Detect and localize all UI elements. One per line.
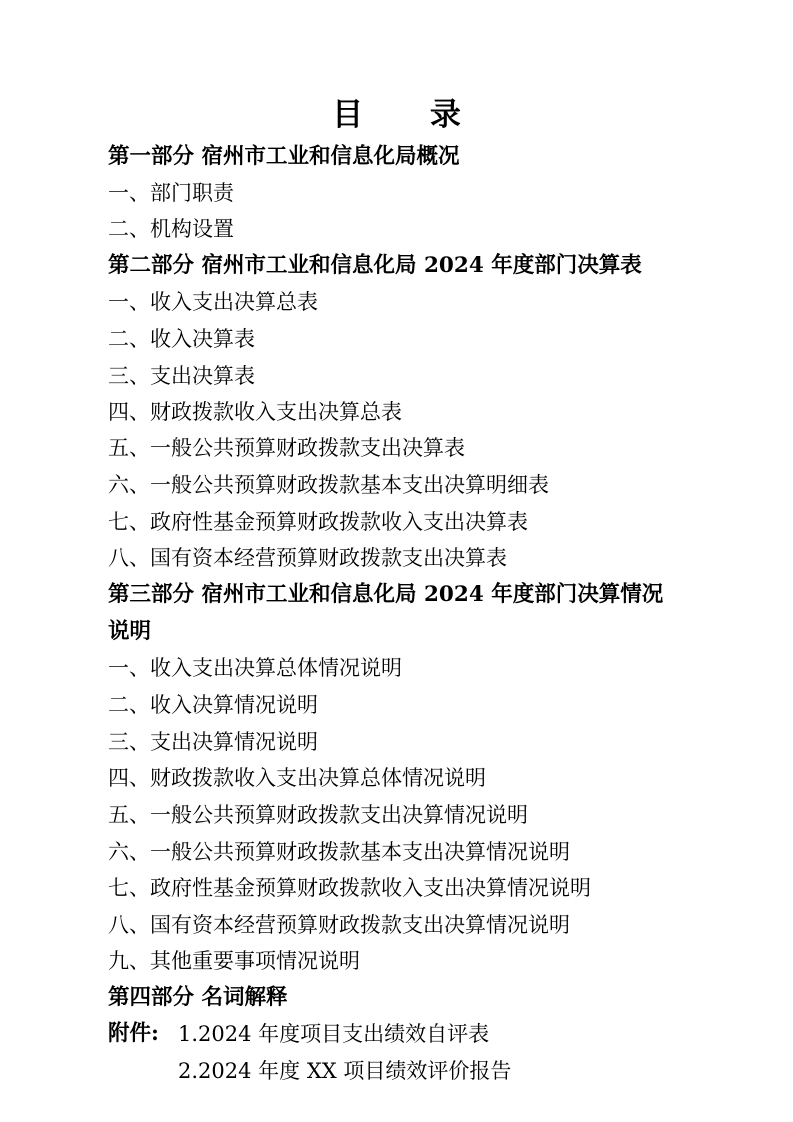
list-item: 一、部门职责: [108, 181, 234, 205]
page-title: 目 录: [332, 97, 489, 133]
list-item: 一、收入支出决算总表: [108, 290, 318, 314]
list-item: 三、支出决算表: [108, 364, 255, 388]
list-item: 二、机构设置: [108, 217, 234, 241]
list-item: 七、政府性基金预算财政拨款收入支出决算表: [108, 510, 528, 534]
list-item: 八、国有资本经营预算财政拨款支出决算情况说明: [108, 913, 570, 937]
list-item: 二、收入决算情况说明: [108, 693, 318, 717]
list-item: 一、收入支出决算总体情况说明: [108, 656, 402, 680]
part3-heading-continuation: 说明: [108, 619, 152, 644]
list-item: 四、财政拨款收入支出决算总表: [108, 400, 402, 424]
part1-heading: 第一部分 宿州市工业和信息化局概况: [108, 144, 460, 169]
list-item: 四、财政拨款收入支出决算总体情况说明: [108, 766, 486, 790]
list-item: 七、政府性基金预算财政拨款收入支出决算情况说明: [108, 876, 591, 900]
annex-label: 附件:: [108, 1021, 159, 1046]
list-item: 六、一般公共预算财政拨款基本支出决算明细表: [108, 473, 549, 497]
annex-item: 1.2024 年度项目支出绩效自评表: [178, 1022, 490, 1046]
list-item: 六、一般公共预算财政拨款基本支出决算情况说明: [108, 840, 570, 864]
list-item: 二、收入决算表: [108, 327, 255, 351]
list-item: 五、一般公共预算财政拨款支出决算情况说明: [108, 803, 528, 827]
annex-item: 2.2024 年度 XX 项目绩效评价报告: [178, 1059, 512, 1083]
part4-heading: 第四部分 名词解释: [108, 985, 288, 1010]
list-item: 三、支出决算情况说明: [108, 730, 318, 754]
part3-heading: 第三部分 宿州市工业和信息化局 2024 年度部门决算情况: [108, 582, 664, 607]
list-item: 五、一般公共预算财政拨款支出决算表: [108, 436, 465, 460]
part2-heading: 第二部分 宿州市工业和信息化局 2024 年度部门决算表: [108, 253, 642, 278]
list-item: 八、国有资本经营预算财政拨款支出决算表: [108, 546, 507, 570]
list-item: 九、其他重要事项情况说明: [108, 949, 360, 973]
